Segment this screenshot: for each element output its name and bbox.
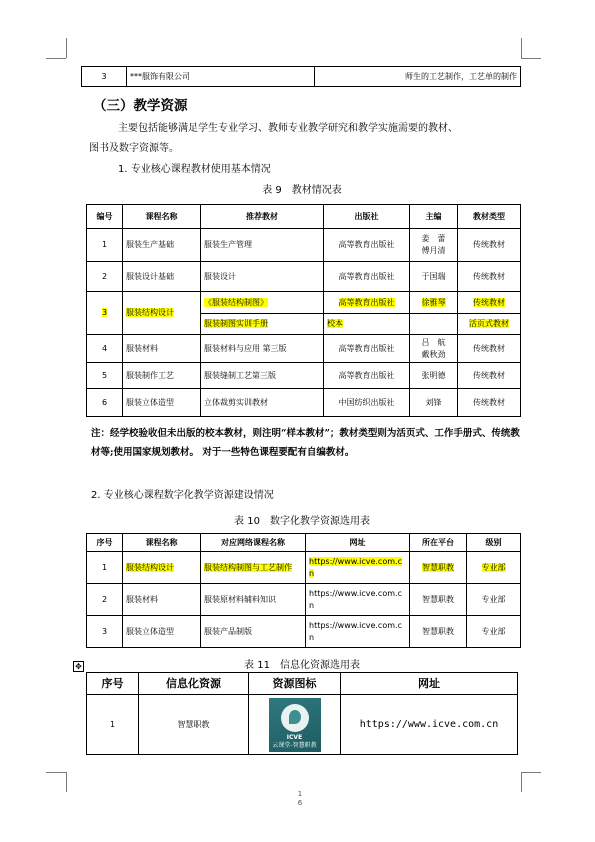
section-heading: （三）教学资源	[93, 98, 188, 114]
cell-textbook: 服装材料与应用 第三版	[201, 335, 324, 363]
cell-online-course: 服装产品制版	[201, 616, 306, 648]
cell-course: 服装立体造型	[123, 389, 201, 417]
cell-course	[123, 292, 201, 335]
cell-url[interactable]	[306, 552, 410, 584]
table-row	[82, 67, 521, 87]
table-header-row	[87, 534, 521, 552]
cell-course-text: 服装结构设计	[126, 562, 174, 572]
crop-mark-top-right	[521, 38, 522, 58]
cell-textbook: 立体裁剪实训教材	[201, 389, 324, 417]
column-header: 出版社	[324, 205, 410, 229]
crop-mark-bottom-left	[66, 772, 67, 792]
cell-editor: 张明德	[410, 363, 458, 389]
cell-type-text: 活页式教材	[469, 319, 509, 328]
cell-publisher-text: 高等教育出版社	[338, 297, 395, 307]
cell-textbook: 服装缝制工艺第三版	[201, 363, 324, 389]
cell-editor: 刘锋	[410, 389, 458, 417]
cell-publisher: 高等教育出版社	[324, 262, 410, 292]
cell-type: 传统教材	[458, 389, 521, 417]
cell-editor: 于国瑞	[410, 262, 458, 292]
cell-level: 专业部	[467, 616, 521, 648]
column-header: 信息化资源	[139, 673, 249, 695]
url-link[interactable]: https://www.icve.com.cn	[306, 616, 410, 648]
url-link[interactable]: https://www.icve.com.cn	[309, 556, 402, 578]
row-number: 3	[82, 67, 127, 87]
column-header: 编号	[87, 205, 123, 229]
cell-level	[467, 552, 521, 584]
table-row	[87, 616, 521, 648]
crop-mark-bottom-left	[46, 772, 66, 773]
column-header: 序号	[87, 673, 139, 695]
cell-textbook	[201, 314, 324, 335]
table-row	[87, 363, 521, 389]
url-link[interactable]: https://www.icve.com.cn	[341, 695, 518, 755]
previous-table-continuation	[81, 66, 521, 87]
table-row	[87, 292, 521, 314]
table-row	[87, 335, 521, 363]
digital-resource-table	[86, 533, 521, 648]
logo-emblem	[281, 704, 309, 732]
cell-type	[458, 314, 521, 335]
company-name: ***服饰有限公司	[127, 67, 315, 87]
cell-textbook: 服装设计	[201, 262, 324, 292]
cell-course: 服装立体造型	[123, 616, 201, 648]
table-move-handle-icon[interactable]: ✥	[73, 661, 84, 672]
table-row	[87, 584, 521, 616]
cell-number: 6	[87, 389, 123, 417]
cell-number	[87, 292, 123, 335]
cell-course: 服装材料	[123, 584, 201, 616]
cell-number: 1	[87, 552, 123, 584]
page-number-sub: 6	[297, 799, 303, 807]
cell-number: 5	[87, 363, 123, 389]
intro-paragraph-line-2: 图书及数字资源等。	[89, 143, 179, 154]
column-header: 课程名称	[123, 205, 201, 229]
cooperation-content: 师生的工艺制作，工艺单的制作	[315, 67, 521, 87]
table-row	[87, 262, 521, 292]
column-header: 级别	[467, 534, 521, 552]
table-header-row	[87, 205, 521, 229]
crop-mark-top-left	[46, 58, 66, 59]
column-header: 资源图标	[249, 673, 341, 695]
crop-mark-bottom-right	[521, 772, 522, 792]
info-resource-table	[86, 672, 518, 755]
cell-course: 服装材料	[123, 335, 201, 363]
column-header: 对应网络课程名称	[201, 534, 306, 552]
cell-editor: 吕 航 戴秋劲	[410, 335, 458, 363]
table-10-caption: 表 10 数字化教学资源选用表	[234, 516, 370, 527]
cell-publisher	[324, 314, 410, 335]
cell-platform	[410, 552, 467, 584]
cell-type	[458, 292, 521, 314]
cell-platform-text: 智慧职教	[422, 562, 454, 572]
table-11-caption: 表 11 信息化资源选用表	[244, 660, 360, 671]
table-row	[87, 552, 521, 584]
cell-type: 传统教材	[458, 229, 521, 262]
cell-publisher	[324, 292, 410, 314]
cell-online-course	[201, 552, 306, 584]
table-row	[87, 695, 518, 755]
cell-publisher: 高等教育出版社	[324, 363, 410, 389]
cell-editor	[410, 292, 458, 314]
table-row	[87, 229, 521, 262]
cell-textbook: 服装生产管理	[201, 229, 324, 262]
cell-resource: 智慧职教	[139, 695, 249, 755]
cell-number: 3	[87, 616, 123, 648]
logo-text: ICVE	[286, 733, 303, 741]
table-header-row	[87, 673, 518, 695]
subsection-title-2: 2. 专业核心课程数字化教学资源建设情况	[91, 490, 274, 501]
cell-editor-text: 徐雅琴	[421, 297, 446, 307]
cell-number: 4	[87, 335, 123, 363]
cell-type-text: 传统教材	[473, 297, 505, 307]
cell-course-text: 服装结构设计	[126, 308, 174, 317]
cell-course: 服装设计基础	[123, 262, 201, 292]
cell-textbook-text: 《服装结构制图》	[204, 297, 268, 307]
crop-mark-top-right	[521, 58, 541, 59]
cell-publisher: 高等教育出版社	[324, 335, 410, 363]
cell-platform: 智慧职教	[410, 616, 467, 648]
table-9-note: 注：经学校验收但未出版的校本教材，则注明“样本教材”；教材类型则为活页式、工作手册式、传统教材等;使用国家规划教材。 对于一些特色课程要配有自编教材。	[91, 428, 520, 458]
cell-number: 2	[87, 584, 123, 616]
cell-number-text: 3	[101, 308, 108, 317]
cell-publisher: 高等教育出版社	[324, 229, 410, 262]
table-9-caption: 表 9 教材情况表	[262, 185, 342, 196]
url-link[interactable]: https://www.icve.com.cn	[306, 584, 410, 616]
subsection-title-1: 1. 专业核心课程教材使用基本情况	[118, 164, 271, 175]
column-header: 课程名称	[123, 534, 201, 552]
cell-textbook	[201, 292, 324, 314]
cell-course: 服装制作工艺	[123, 363, 201, 389]
column-header: 推荐教材	[201, 205, 324, 229]
cell-textbook-text: 服装制图实训手册	[204, 319, 268, 328]
cell-online-course-text: 服装结构制图与工艺制作	[204, 562, 292, 572]
cell-type: 传统教材	[458, 335, 521, 363]
column-header: 网址	[306, 534, 410, 552]
cell-icon	[249, 695, 341, 755]
table-row	[87, 389, 521, 417]
column-header: 教材类型	[458, 205, 521, 229]
intro-paragraph-line-1: 主要包括能够满足学生专业学习、教师专业教学研究和教学实施需要的教材、	[118, 123, 458, 134]
cell-type: 传统教材	[458, 262, 521, 292]
cell-level-text: 专业部	[481, 562, 506, 572]
cell-number: 2	[87, 262, 123, 292]
cell-publisher-text: 校本	[327, 319, 343, 328]
cell-number: 1	[87, 695, 139, 755]
column-header: 网址	[341, 673, 518, 695]
cell-number: 1	[87, 229, 123, 262]
cell-course	[123, 552, 201, 584]
crop-mark-bottom-right	[521, 772, 541, 773]
column-header: 主编	[410, 205, 458, 229]
icve-logo-icon	[269, 698, 321, 752]
cell-course: 服装生产基础	[123, 229, 201, 262]
crop-mark-top-left	[66, 38, 67, 58]
cell-level: 专业部	[467, 584, 521, 616]
column-header: 序号	[87, 534, 123, 552]
cell-type: 传统教材	[458, 363, 521, 389]
textbook-table	[86, 204, 521, 417]
cell-editor: 姜 蕾 傅月清	[410, 229, 458, 262]
page-number: 1	[297, 790, 303, 798]
cell-editor	[410, 314, 458, 335]
column-header: 所在平台	[410, 534, 467, 552]
cell-online-course: 服装原材料辅料知识	[201, 584, 306, 616]
cell-platform: 智慧职教	[410, 584, 467, 616]
cell-publisher: 中国纺织出版社	[324, 389, 410, 417]
logo-caption: 云课堂-智慧职教	[272, 741, 317, 749]
